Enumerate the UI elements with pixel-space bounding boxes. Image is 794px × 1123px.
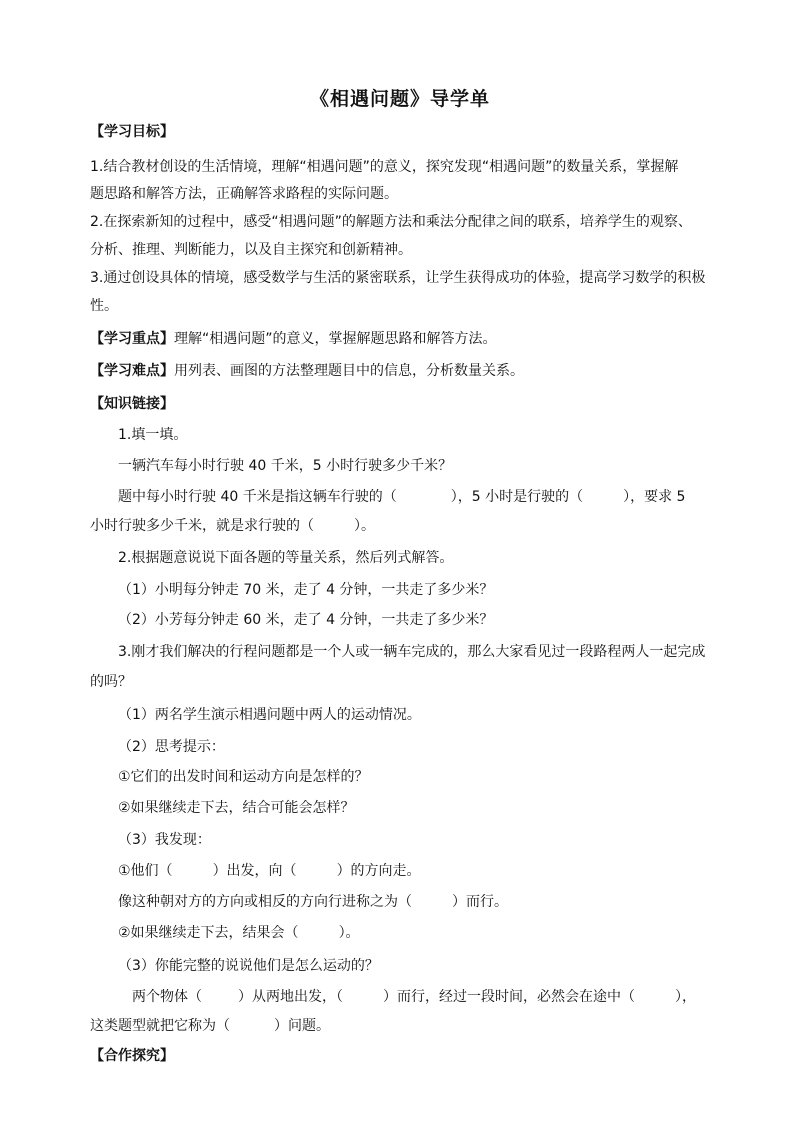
objective-1-line-2: 题思路和解答方法，正确解答求路程的实际问题。 <box>90 186 398 202</box>
fill-text: ）问题。 <box>274 1018 330 1034</box>
links-q2-a: （1）小明每分钟走 70 米，走了 4 分钟，一共走了多少米？ <box>118 582 494 598</box>
section-links-heading: 【知识链接】 <box>90 396 174 412</box>
fill-text: 像这种朝对方的方向或相反的方向行进称之为（ <box>118 894 412 910</box>
links-q3-2a: ①它们的出发时间和运动方向是怎样的？ <box>118 769 369 785</box>
links-q1-fill-line-1 <box>118 487 710 507</box>
links-q1-text: 一辆汽车每小时行驶 40 千米，5 小时行驶多少千米？ <box>118 458 453 474</box>
fill-text: ②如果继续走下去，结果会（ <box>118 925 299 941</box>
page-title: 《相遇问题》导学单 <box>309 88 490 110</box>
links-q3-3b <box>118 892 710 912</box>
links-q2-b: （2）小芳每分钟走 60 米，走了 4 分钟，一共走了多少米？ <box>118 612 494 628</box>
fill-text: ）而行，经过一段时间，必然会在途中（ <box>383 989 635 1005</box>
fill-text: ）而行。 <box>452 894 508 910</box>
fill-text: 小时行驶多少千米，就是求行驶的（ <box>90 518 314 534</box>
links-q3-1: （1）两名学生演示相遇问题中两人的运动情况。 <box>118 707 421 723</box>
links-q3-4: （3）你能完整的说说他们是怎么运动的？ <box>118 958 379 974</box>
links-q3-line-2: 的吗？ <box>90 674 132 690</box>
links-q3-line-1: 3.刚才我们解决的行程问题都是一个人或一辆车完成的，那么大家看见过一段路程两人一起完成 <box>118 644 706 660</box>
fill-text: ）从两地出发，（ <box>238 989 343 1005</box>
fill-text: 这类题型就把它称为（ <box>90 1018 230 1034</box>
fill-text: ）出发，向（ <box>212 863 297 879</box>
fill-text: ）。 <box>354 518 375 534</box>
objective-1-line-1: 1.结合教材创设的生活情境，理解“相遇问题”的意义，探究发现“相遇问题”的数量关系，掌握解 <box>90 159 679 175</box>
links-q3-3: （3）我发现： <box>118 832 211 848</box>
fill-text: ）的方向走。 <box>336 863 421 879</box>
links-q3-4b <box>90 1016 710 1036</box>
links-q3-3c <box>118 923 710 943</box>
links-q2-heading: 2.根据题意说说下面各题的等量关系，然后列式解答。 <box>118 550 454 566</box>
focus-text: 理解“相遇问题”的意义，掌握解题思路和解答方法。 <box>174 331 497 347</box>
links-q3-2: （2）思考提示： <box>118 739 225 755</box>
section-explore-heading: 【合作探究】 <box>90 1048 174 1064</box>
objective-2-line-1: 2.在探索新知的过程中，感受“相遇问题”的解题方法和乘法分配律之间的联系，培养学生的观察、 <box>90 214 692 230</box>
difficulty-text: 用列表、画图的方法整理题目中的信息，分析数量关系。 <box>174 363 524 379</box>
section-focus-heading: 【学习重点】 <box>90 331 174 347</box>
fill-text: ），5 小时是行驶的（ <box>450 489 584 505</box>
links-q3-3a <box>118 861 710 881</box>
fill-text: ①他们（ <box>118 863 173 879</box>
difficulty-row <box>90 361 710 381</box>
focus-row <box>90 329 710 349</box>
objective-3-line-1: 3.通过创设具体的情境，感受数学与生活的紧密联系，让学生获得成功的体验，提高学习数学的积极 <box>90 270 706 286</box>
section-difficulty-heading: 【学习难点】 <box>90 363 174 379</box>
objective-3-line-2: 性。 <box>90 298 118 314</box>
fill-text: ）， <box>675 989 696 1005</box>
links-q1-heading: 1.填一填。 <box>118 427 188 443</box>
fill-text: ），要求 5 <box>623 489 686 505</box>
links-q3-2b: ②如果继续走下去，结合可能会怎样？ <box>118 800 355 816</box>
section-objectives-heading: 【学习目标】 <box>90 124 174 140</box>
links-q1-fill-line-2 <box>90 516 710 536</box>
worksheet-page <box>90 0 710 1123</box>
links-q3-4a <box>132 987 710 1007</box>
objective-2-line-2: 分析、推理、判断能力，以及自主探究和创新精神。 <box>90 242 412 258</box>
fill-text: 题中每小时行驶 40 千米是指这辆车行驶的（ <box>118 489 397 505</box>
fill-text: 两个物体（ <box>132 989 202 1005</box>
fill-text: ）。 <box>338 925 360 941</box>
